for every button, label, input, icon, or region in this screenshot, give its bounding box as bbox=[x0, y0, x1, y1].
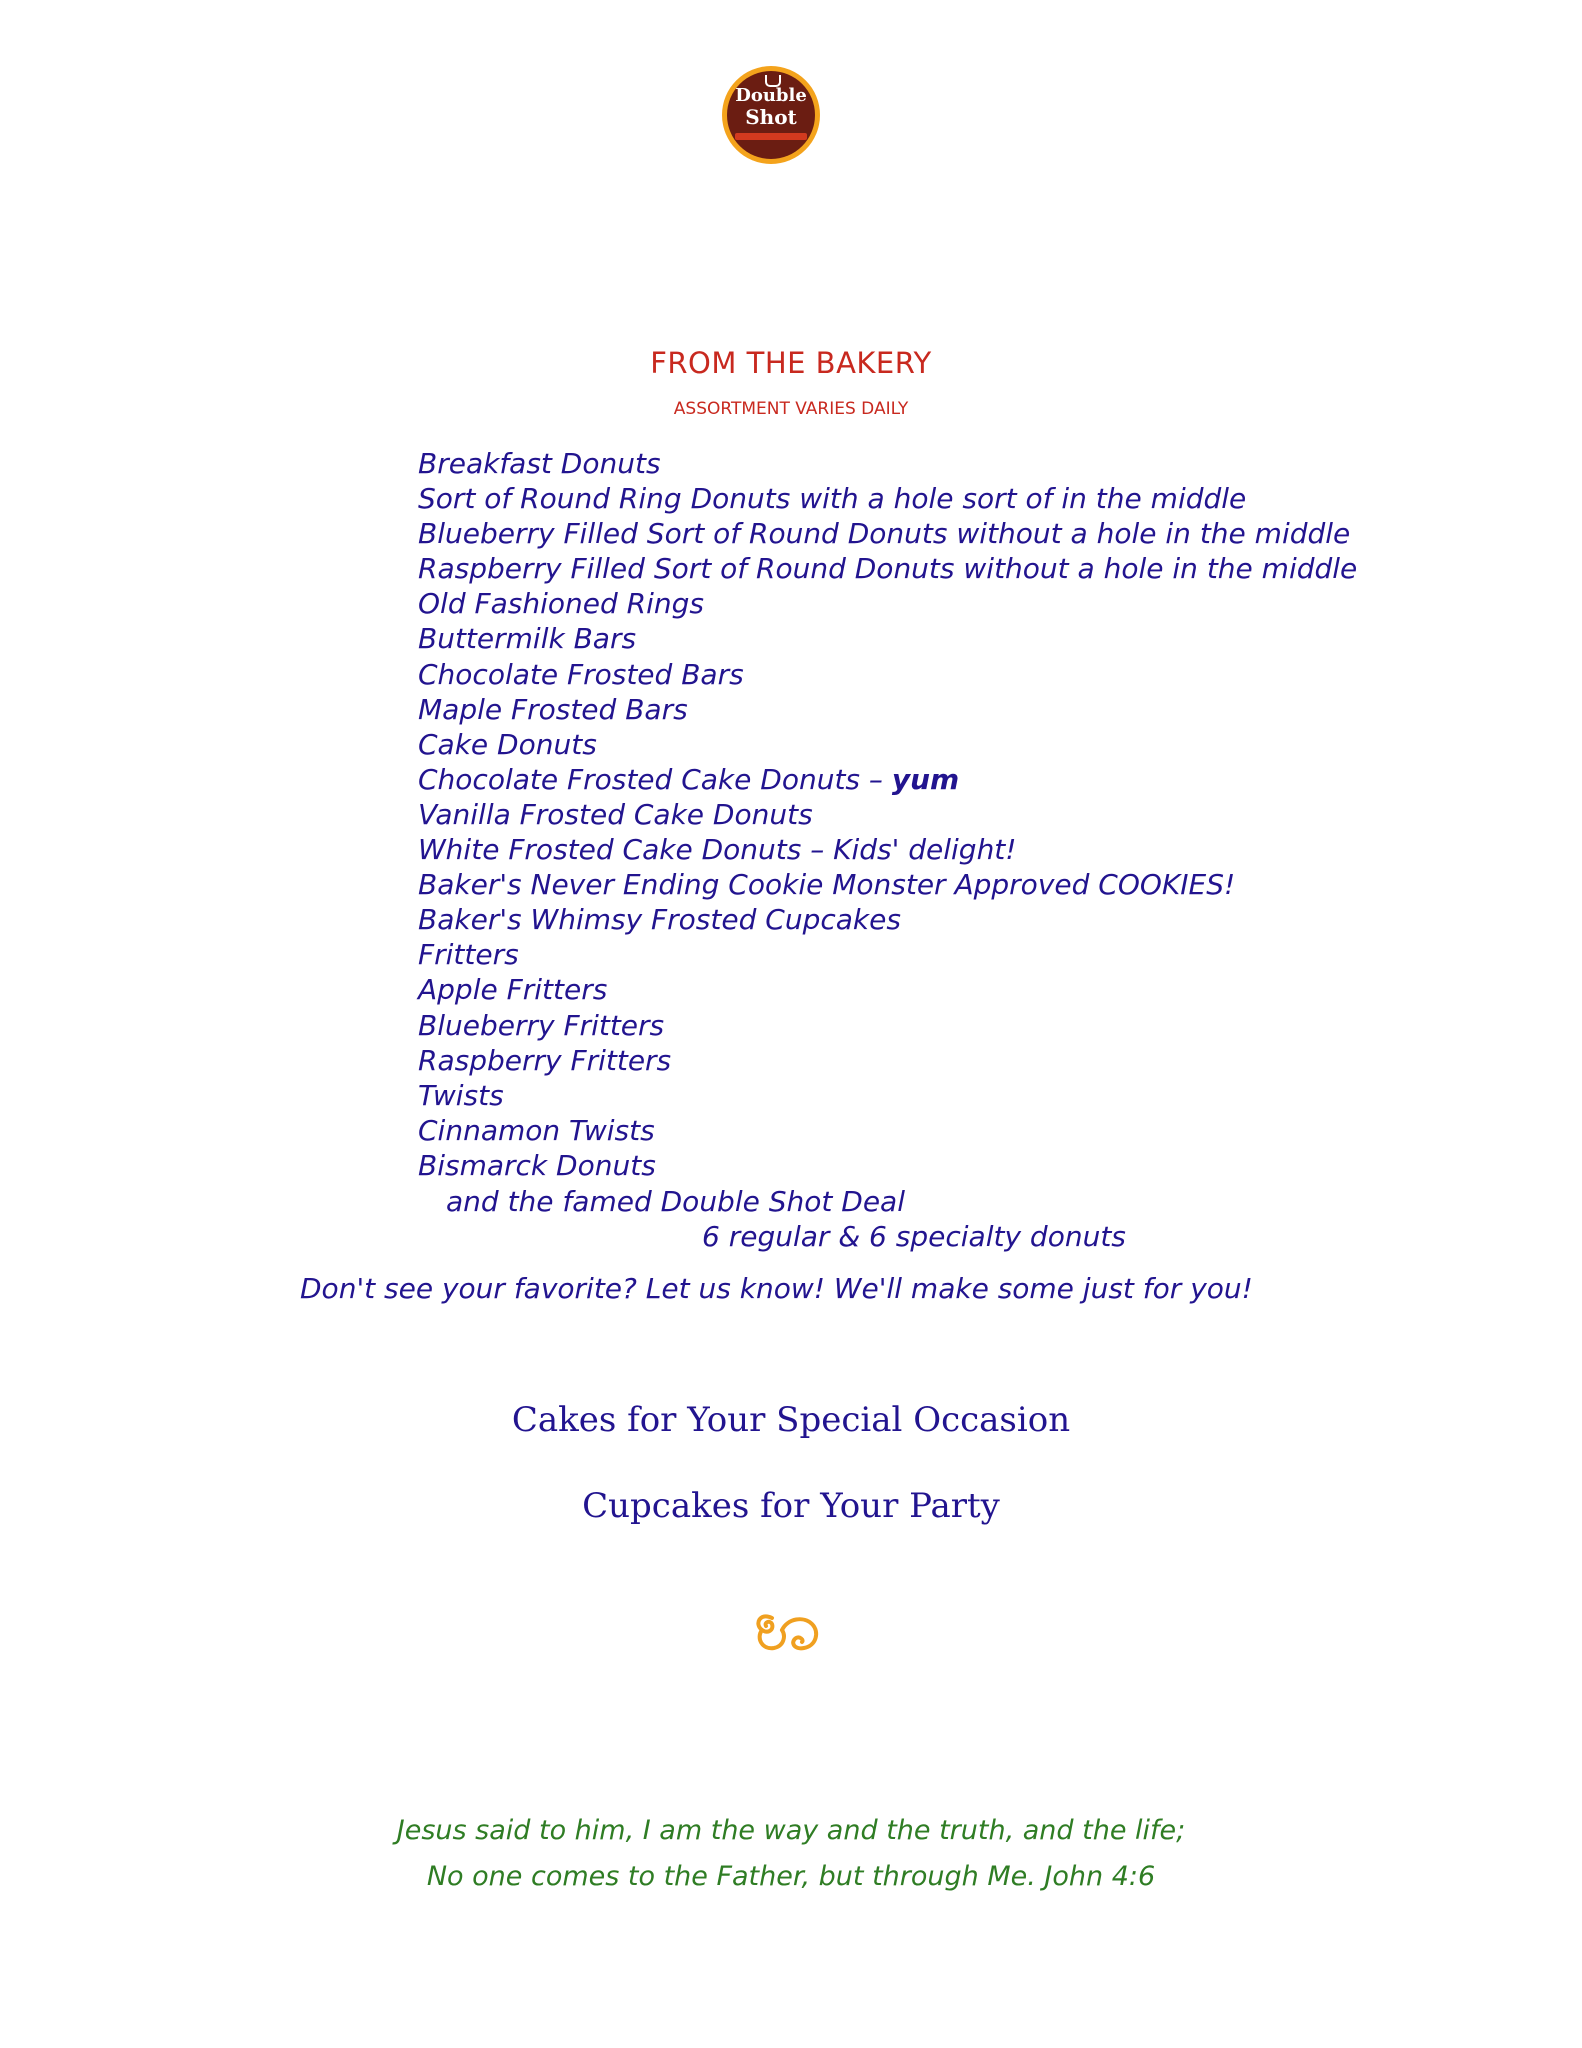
menu-item: Baker's Never Ending Cookie Monster Approved COOKIES! bbox=[418, 868, 1236, 902]
logo-badge bbox=[727, 71, 815, 159]
cupcakes-party: Cupcakes for Your Party bbox=[582, 1486, 1000, 1526]
flourish-ornament-icon bbox=[752, 1608, 824, 1654]
menu-item: Vanilla Frosted Cake Donuts bbox=[418, 797, 813, 831]
cakes-special-occasion: Cakes for Your Special Occasion bbox=[511, 1400, 1071, 1440]
menu-item: Baker's Whimsy Frosted Cupcakes bbox=[418, 903, 901, 937]
menu-item: Fritters bbox=[418, 938, 519, 972]
menu-item-with-yum bbox=[418, 762, 1357, 797]
verse-line-1: Jesus said to him, I am the way and the truth, and the life; bbox=[396, 1815, 1186, 1846]
menu-item: Bismarck Donuts bbox=[418, 1148, 656, 1182]
menu-item: Raspberry Filled Sort of Round Donuts without a hole in the middle bbox=[418, 552, 1358, 586]
deal-detail: 6 regular & 6 specialty donuts bbox=[702, 1220, 1126, 1253]
menu-item: Raspberry Fritters bbox=[418, 1043, 672, 1077]
menu-item: Blueberry Fritters bbox=[418, 1008, 665, 1042]
menu-item: Breakfast Donuts bbox=[418, 447, 661, 480]
menu-item: Cinnamon Twists bbox=[418, 1113, 655, 1147]
double-shot-logo bbox=[722, 66, 820, 164]
menu-item: Twists bbox=[418, 1078, 504, 1112]
menu-item: Maple Frosted Bars bbox=[418, 692, 688, 726]
menu-item: Apple Fritters bbox=[418, 973, 608, 1007]
logo-band bbox=[735, 133, 807, 140]
bakery-menu-list bbox=[418, 446, 1357, 1183]
verse-line-2: No one comes to the Father, but through Me. John 4:6 bbox=[426, 1861, 1156, 1892]
menu-item: Sort of Round Ring Donuts with a hole sort of in the middle bbox=[418, 482, 1247, 516]
menu-item-label: Chocolate Frosted Cake Donuts – bbox=[418, 762, 892, 796]
menu-item: Cake Donuts bbox=[418, 727, 597, 761]
menu-item: Buttermilk Bars bbox=[418, 622, 637, 656]
logo-line-1: Double bbox=[735, 85, 807, 106]
logo-line-2: Shot bbox=[745, 105, 797, 129]
menu-item: Blueberry Filled Sort of Round Donuts without a hole in the middle bbox=[418, 517, 1351, 551]
menu-item: Old Fashioned Rings bbox=[418, 587, 704, 621]
bakery-title: FROM THE BAKERY bbox=[650, 346, 932, 380]
bakery-subtitle: ASSORTMENT VARIES DAILY bbox=[673, 399, 909, 419]
yum-emphasis: yum bbox=[891, 762, 960, 796]
menu-item: White Frosted Cake Donuts – Kids' delight! bbox=[418, 833, 1017, 867]
favorite-request-line: Don't see your favorite? Let us know! We'll make some just for you! bbox=[300, 1272, 1253, 1305]
double-shot-deal: and the famed Double Shot Deal bbox=[446, 1185, 905, 1218]
menu-item: Chocolate Frosted Bars bbox=[418, 657, 744, 691]
